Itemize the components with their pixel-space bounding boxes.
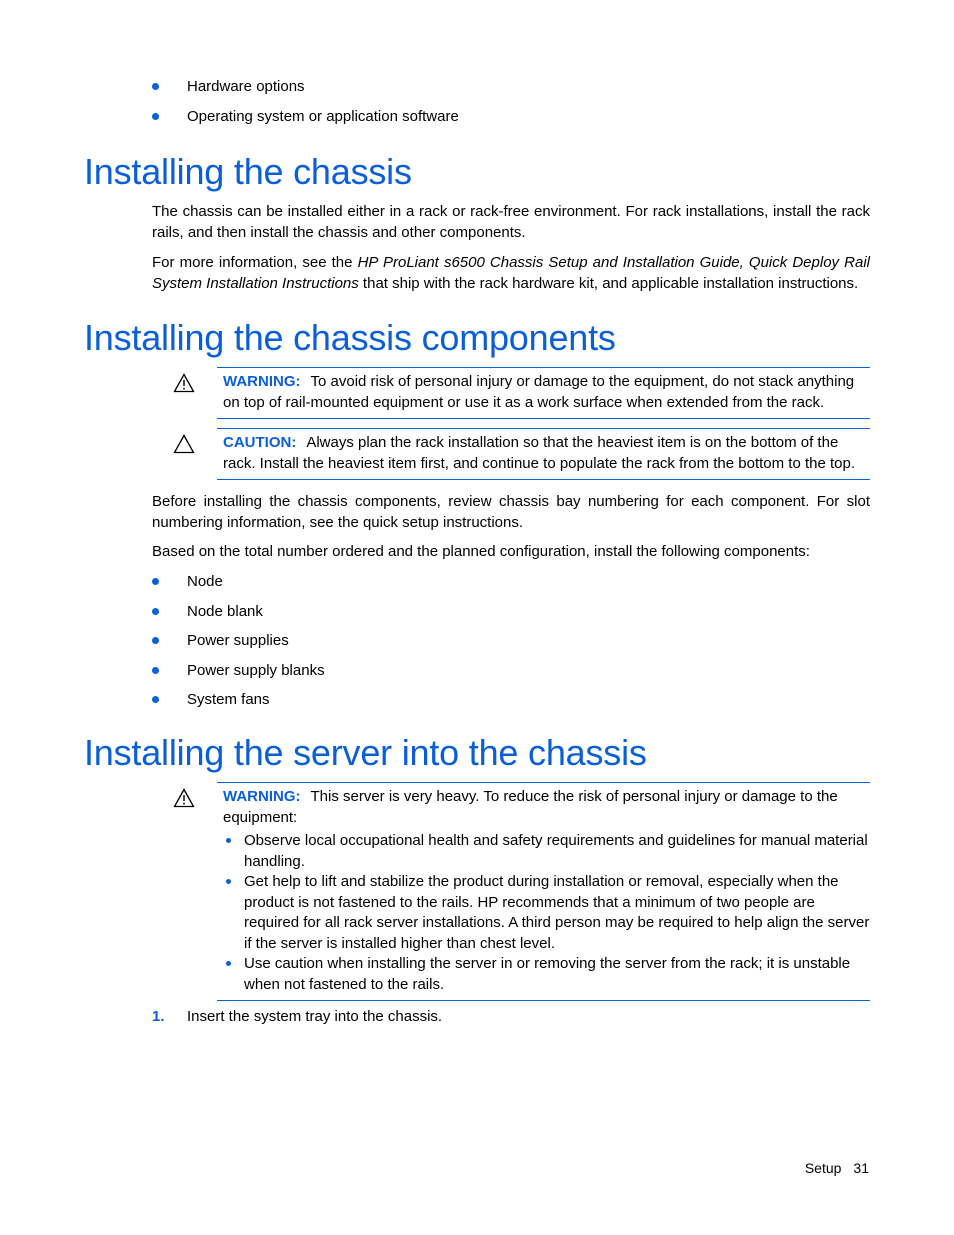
- caution-notice-rack-plan: [217, 428, 870, 480]
- top-bullet-list: [152, 77, 459, 136]
- bullet-icon: [226, 879, 231, 884]
- section1-paragraph-1: The chassis can be installed either in a rack or rack-free environment. For rack installations, install the rack rails, and then install the chassis and other components.: [152, 203, 870, 241]
- warning-label: WARNING:: [223, 788, 301, 805]
- list-item: Power supplies: [152, 631, 325, 661]
- footer-section-name: Setup: [804, 1160, 842, 1176]
- list-item: Power supply blanks: [152, 661, 325, 691]
- section2-paragraph-2: Based on the total number ordered and the planned configuration, install the following components:: [152, 543, 810, 560]
- bullet-icon: [152, 696, 159, 703]
- page-footer: [793, 1158, 869, 1179]
- list-item: System fans: [152, 690, 325, 720]
- caution-text: Always plan the rack installation so that the heaviest item is on the bottom of the rack. Install the heaviest item first, and continue to populate the rack from the bottom to the top.: [223, 434, 856, 472]
- section-heading-installing-components: Installing the chassis components: [84, 317, 616, 358]
- caution-label: CAUTION:: [223, 434, 297, 451]
- components-list: [152, 572, 325, 720]
- warning-sublist: [223, 831, 870, 995]
- step-number: 1.: [152, 1008, 165, 1025]
- bullet-icon: [152, 113, 159, 120]
- warning-text: To avoid risk of personal injury or damage to the equipment, do not stack anything on top of rail-mounted equipment or use it as a work surface when extended from the rack.: [223, 373, 855, 411]
- list-item: Operating system or application software: [152, 107, 459, 137]
- bullet-icon: [226, 961, 231, 966]
- bullet-icon: [152, 608, 159, 615]
- list-item: Get help to lift and stabilize the product during installation or removal, especially when the product is not fastened to the rails. HP recommends that a minimum of two people are required for all rack server installations. A third person may be required to help align the server if the server is installed higher than chest level.: [223, 872, 870, 954]
- section-heading-installing-chassis: Installing the chassis: [84, 151, 412, 192]
- warning-triangle-icon: [173, 788, 195, 808]
- list-item: Node: [152, 572, 325, 602]
- section2-paragraph-1: Before installing the chassis components, review chassis bay numbering for each component. For slot numbering information, see the quick setup instructions.: [152, 493, 870, 531]
- section-heading-installing-server: Installing the server into the chassis: [84, 732, 647, 773]
- warning-text: This server is very heavy. To reduce the risk of personal injury or damage to the equipment:: [223, 788, 838, 826]
- bullet-icon: [152, 83, 159, 90]
- warning-notice-heavy-server: [217, 782, 870, 1001]
- bullet-icon: [152, 667, 159, 674]
- list-item: Observe local occupational health and safety requirements and guidelines for manual material handling.: [223, 831, 870, 872]
- section1-paragraph-2: For more information, see the HP ProLiant s6500 Chassis Setup and Installation Guide, Quick Deploy Rail System Installation Instructions that ship with the rack hardware kit, and applicable installation instructions.: [152, 254, 870, 292]
- step-text: Insert the system tray into the chassis.: [187, 1008, 443, 1025]
- bullet-icon: [226, 838, 231, 843]
- bullet-icon: [152, 637, 159, 644]
- procedure-step: [152, 1007, 442, 1028]
- caution-triangle-icon: [173, 434, 195, 454]
- list-item: Node blank: [152, 602, 325, 632]
- page-number: 31: [853, 1160, 869, 1176]
- warning-notice-stacking: [217, 367, 870, 419]
- list-item: Use caution when installing the server in or removing the server from the rack; it is unstable when not fastened to the rails.: [223, 954, 870, 995]
- list-item: Hardware options: [152, 77, 459, 107]
- warning-triangle-icon: [173, 373, 195, 393]
- warning-label: WARNING:: [223, 373, 301, 390]
- bullet-icon: [152, 578, 159, 585]
- guide-title-reference: HP ProLiant s6500 Chassis Setup and Installation Guide, Quick Deploy Rail System Installation Instructions: [152, 254, 870, 292]
